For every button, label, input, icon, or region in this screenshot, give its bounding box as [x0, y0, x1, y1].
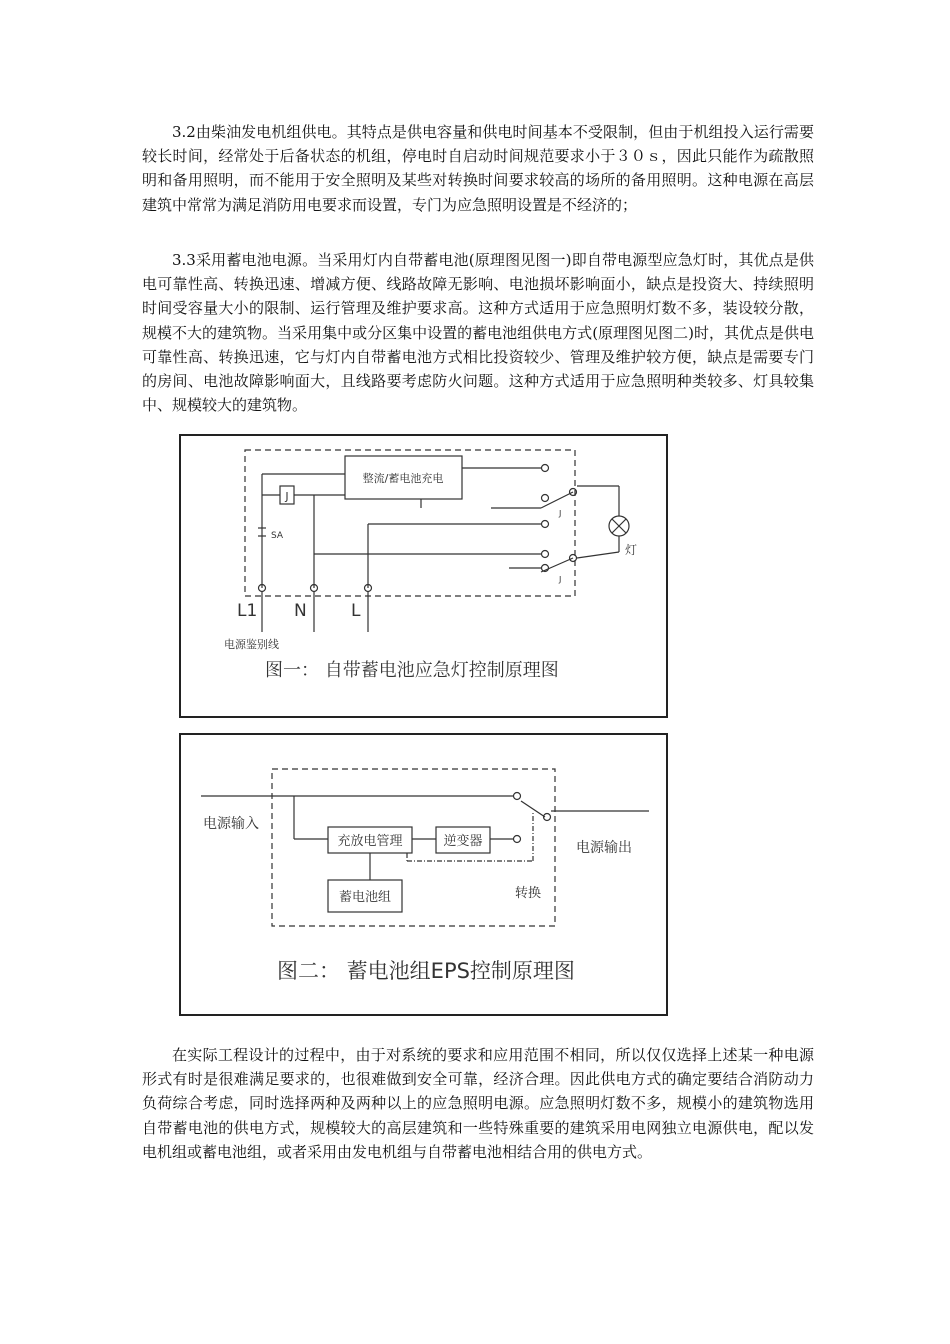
fig1-lamp-label: 灯	[625, 543, 638, 557]
figure-2-eps-diagram	[179, 733, 668, 1016]
fig1-terminal-n: N	[294, 601, 307, 621]
fig1-switch-label: SA	[271, 531, 284, 541]
fig2-switch-label: 转换	[515, 886, 542, 901]
fig1-relay-label: J	[285, 490, 289, 503]
paragraph-3-2: 3.2由柴油发电机组供电。其特点是供电容量和供电时间基本不受限制，但由于机组投入运行需要较长时间，经常处于后备状态的机组，停电时自启动时间规范要求小于３０ｓ，因此只能作为疏散照明和备用照明，而不能用于安全照明及某些对转换时间要求较高的场所的备用照明。这种电源在高层建筑中常常为满足消防用电要求而设置，专门为应急照明设置是不经济的；	[142, 123, 814, 214]
fig1-contact-label-2: J	[559, 575, 562, 584]
fig1-rectifier-label: 整流/蓄电池充电	[362, 472, 444, 485]
fig1-caption: 图一： 自带蓄电池应急灯控制原理图	[265, 660, 559, 681]
fig1-contact-label-1: J	[559, 509, 562, 518]
fig1-terminal-l1: L1	[237, 601, 258, 621]
figure-2-schematic	[181, 735, 666, 1014]
paragraph-design-conclusion: 在实际工程设计的过程中，由于对系统的要求和应用范围不相同，所以仅仅选择上述某一种电源形式有时是很难满足要求的，也很难做到安全可靠，经济合理。因此供电方式的确定要结合消防动力负荷综合考虑，同时选择两种及两种以上的应急照明电源。应急照明灯数不多，规模小的建筑物选用自带蓄电池的供电方式，规模较大的高层建筑和一些特殊重要的建筑采用电网独立电源供电，配以发电机组或蓄电池组，或者采用由发电机组与自带蓄电池相结合用的供电方式。	[142, 1046, 814, 1161]
fig2-output-label: 电源输出	[576, 840, 632, 856]
fig2-enclosure	[272, 769, 555, 926]
figure-1-self-contained-battery-diagram	[179, 434, 668, 718]
fig2-caption: 图二： 蓄电池组EPS控制原理图	[277, 959, 575, 983]
fig1-sense-line-label: 电源鉴别线	[224, 638, 279, 651]
fig2-input-label: 电源输入	[203, 816, 259, 832]
fig2-battery-label: 蓄电池组	[338, 890, 392, 905]
fig2-inverter-label: 逆变器	[443, 834, 483, 849]
fig1-terminal-l: L	[351, 601, 361, 621]
paragraph-3-3: 3.3采用蓄电池电源。当采用灯内自带蓄电池(原理图见图一)即自带电源型应急灯时，其优点是供电可靠性高、转换迅速、增减方便、线路故障无影响、电池损坏影响面小，缺点是投资大、持续照明时间受容量大小的限制、运行管理及维护要求高。这种方式适用于应急照明灯数不多，装设较分散，规模不大的建筑物。当采用集中或分区集中设置的蓄电池组供电方式(原理图见图二)时，其优点是供电可靠性高、转换迅速，它与灯内自带蓄电池方式相比投资较少、管理及维护较方便，缺点是需要专门的房间、电池故障影响面大，且线路要考虑防火问题。这种方式适用于应急照明种类较多、灯具较集中、规模较大的建筑物。	[142, 251, 814, 415]
fig2-charge-mgmt-label: 充放电管理	[337, 834, 403, 849]
figure-1-schematic	[181, 436, 666, 716]
